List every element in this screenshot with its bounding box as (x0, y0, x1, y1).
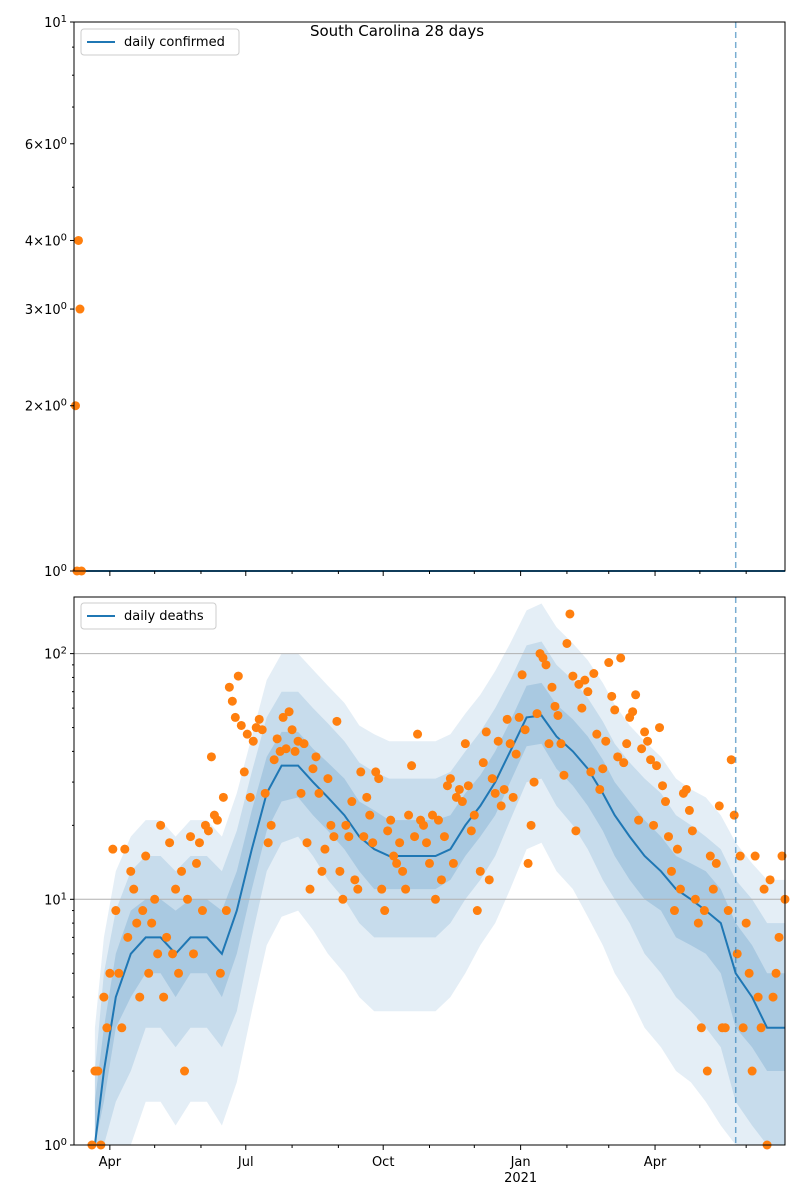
deaths-point (577, 704, 586, 713)
deaths-point (383, 826, 392, 835)
deaths-point (326, 821, 335, 830)
deaths-point (222, 906, 231, 915)
deaths-point (332, 717, 341, 726)
deaths-point (165, 838, 174, 847)
deaths-point (775, 933, 784, 942)
deaths-point (446, 774, 455, 783)
deaths-point (258, 725, 267, 734)
deaths-point (234, 672, 243, 681)
deaths-point (673, 845, 682, 854)
deaths-point (267, 821, 276, 830)
deaths-point (530, 778, 539, 787)
deaths-point (583, 687, 592, 696)
deaths-x-tick-label: Oct (371, 1155, 395, 1170)
deaths-point (580, 676, 589, 685)
deaths-point (631, 690, 640, 699)
deaths-point (219, 793, 228, 802)
deaths-point (685, 806, 694, 815)
deaths-point (135, 993, 144, 1002)
deaths-point (341, 821, 350, 830)
deaths-point (240, 767, 249, 776)
deaths-point (297, 789, 306, 798)
deaths-point (392, 859, 401, 868)
deaths-point (455, 785, 464, 794)
deaths-point (168, 949, 177, 958)
deaths-point (317, 867, 326, 876)
deaths-point (688, 826, 697, 835)
deaths-point (730, 811, 739, 820)
deaths-point (736, 852, 745, 861)
deaths-point (479, 758, 488, 767)
deaths-x-tick-label: Apr (98, 1155, 122, 1170)
deaths-point (565, 609, 574, 618)
deaths-point (676, 885, 685, 894)
deaths-point (473, 906, 482, 915)
deaths-point (467, 826, 476, 835)
deaths-point (500, 785, 509, 794)
confirmed-legend-label: daily confirmed (124, 35, 225, 50)
deaths-point (691, 895, 700, 904)
deaths-point (745, 969, 754, 978)
deaths-point (494, 737, 503, 746)
deaths-point (273, 734, 282, 743)
deaths-point (195, 838, 204, 847)
deaths-point (213, 816, 222, 825)
deaths-legend (81, 603, 216, 629)
deaths-point (123, 933, 132, 942)
deaths-point (440, 832, 449, 841)
deaths-point (150, 895, 159, 904)
deaths-legend-label: daily deaths (124, 609, 204, 624)
deaths-point (189, 949, 198, 958)
deaths-point (216, 969, 225, 978)
deaths-point (425, 859, 434, 868)
deaths-point (485, 875, 494, 884)
deaths-point (198, 906, 207, 915)
confirmed-y-tick-label: $4\times 10^0$ (24, 232, 67, 250)
deaths-x-year-label: 2021 (504, 1171, 538, 1186)
deaths-point (682, 785, 691, 794)
deaths-point (344, 832, 353, 841)
deaths-point (598, 764, 607, 773)
deaths-point (544, 739, 553, 748)
deaths-x-tick-label: Jan (510, 1155, 531, 1170)
deaths-point (697, 1023, 706, 1032)
deaths-point (419, 821, 428, 830)
confirmed-y-tick-label: $10^0$ (44, 563, 67, 580)
deaths-point (159, 993, 168, 1002)
deaths-point (562, 639, 571, 648)
deaths-point (174, 969, 183, 978)
deaths-point (129, 885, 138, 894)
confirmed-y-tick-label: $3\times 10^0$ (24, 301, 67, 319)
deaths-point (700, 906, 709, 915)
deaths-point (102, 1023, 111, 1032)
deaths-point (398, 867, 407, 876)
deaths-point (311, 752, 320, 761)
deaths-point (751, 852, 760, 861)
deaths-point (533, 709, 542, 718)
deaths-point (246, 793, 255, 802)
deaths-point (601, 737, 610, 746)
deaths-point (550, 702, 559, 711)
deaths-point (285, 707, 294, 716)
deaths-point (132, 919, 141, 928)
deaths-point (401, 885, 410, 894)
deaths-point (368, 838, 377, 847)
deaths-point (760, 885, 769, 894)
deaths-point (488, 774, 497, 783)
deaths-point (527, 821, 536, 830)
deaths-point (138, 906, 147, 915)
deaths-point (506, 739, 515, 748)
deaths-point (521, 725, 530, 734)
deaths-point (437, 875, 446, 884)
deaths-point (422, 838, 431, 847)
confirmed-legend (81, 29, 239, 55)
deaths-point (144, 969, 153, 978)
deaths-point (291, 747, 300, 756)
deaths-point (374, 774, 383, 783)
deaths-point (640, 727, 649, 736)
deaths-point (461, 739, 470, 748)
deaths-point (359, 832, 368, 841)
deaths-point (180, 1067, 189, 1076)
deaths-point (712, 859, 721, 868)
deaths-point (739, 1023, 748, 1032)
deaths-point (518, 670, 527, 679)
deaths-point (610, 705, 619, 714)
deaths-point (556, 739, 565, 748)
deaths-point (667, 867, 676, 876)
deaths-point (93, 1067, 102, 1076)
deaths-point (225, 683, 234, 692)
confirmed-plot-area (74, 22, 785, 571)
deaths-point (664, 832, 673, 841)
deaths-point (658, 781, 667, 790)
deaths-point (649, 821, 658, 830)
deaths-point (231, 713, 240, 722)
deaths-point (380, 906, 389, 915)
deaths-point (308, 764, 317, 773)
deaths-point (114, 969, 123, 978)
deaths-point (108, 845, 117, 854)
deaths-point (261, 789, 270, 798)
deaths-point (742, 919, 751, 928)
deaths-point (634, 816, 643, 825)
deaths-point (515, 713, 524, 722)
deaths-point (171, 885, 180, 894)
deaths-point (356, 767, 365, 776)
confirmed-y-tick-label: $6\times 10^0$ (24, 135, 67, 153)
deaths-x-tick-label: Jul (237, 1155, 254, 1170)
deaths-point (365, 811, 374, 820)
deaths-point (329, 832, 338, 841)
deaths-point (754, 993, 763, 1002)
deaths-point (497, 801, 506, 810)
deaths-point (476, 867, 485, 876)
deaths-point (192, 859, 201, 868)
deaths-point (661, 797, 670, 806)
deaths-point (449, 859, 458, 868)
deaths-point (147, 919, 156, 928)
deaths-point (628, 707, 637, 716)
deaths-point (568, 672, 577, 681)
deaths-panel (44, 597, 789, 1186)
deaths-point (353, 885, 362, 894)
deaths-point (724, 906, 733, 915)
deaths-point (553, 711, 562, 720)
deaths-point (120, 845, 129, 854)
deaths-point (509, 793, 518, 802)
deaths-point (769, 993, 778, 1002)
deaths-point (395, 838, 404, 847)
deaths-point (616, 653, 625, 662)
deaths-point (204, 826, 213, 835)
deaths-point (314, 789, 323, 798)
deaths-point (306, 885, 315, 894)
deaths-point (458, 797, 467, 806)
deaths-point (404, 811, 413, 820)
deaths-point (431, 895, 440, 904)
deaths-point (303, 838, 312, 847)
deaths-point (153, 949, 162, 958)
deaths-y-tick-label: $10^2$ (44, 645, 67, 663)
deaths-point (721, 1023, 730, 1032)
deaths-point (559, 771, 568, 780)
deaths-point (338, 895, 347, 904)
deaths-point (619, 758, 628, 767)
deaths-point (249, 737, 258, 746)
deaths-point (637, 744, 646, 753)
deaths-point (715, 801, 724, 810)
deaths-point (706, 852, 715, 861)
deaths-point (243, 730, 252, 739)
deaths-point (757, 1023, 766, 1032)
deaths-point (410, 832, 419, 841)
confirmed-y-tick-label: $10^1$ (44, 14, 67, 31)
deaths-point (177, 867, 186, 876)
deaths-point (377, 885, 386, 894)
deaths-point (320, 845, 329, 854)
deaths-point (207, 752, 216, 761)
deaths-point (228, 697, 237, 706)
deaths-point (703, 1067, 712, 1076)
deaths-point (589, 669, 598, 678)
deaths-point (727, 755, 736, 764)
deaths-point (748, 1067, 757, 1076)
deaths-point (362, 793, 371, 802)
deaths-point (470, 811, 479, 820)
deaths-point (117, 1023, 126, 1032)
chart-title: South Carolina 28 days (309, 22, 485, 40)
deaths-point (264, 838, 273, 847)
deaths-point (655, 723, 664, 732)
deaths-point (347, 797, 356, 806)
deaths-point (350, 875, 359, 884)
deaths-point (482, 727, 491, 736)
deaths-point (413, 730, 422, 739)
deaths-point (622, 739, 631, 748)
deaths-point (604, 658, 613, 667)
deaths-point (586, 767, 595, 776)
deaths-point (542, 660, 551, 669)
deaths-point (694, 919, 703, 928)
deaths-point (491, 789, 500, 798)
deaths-point (111, 906, 120, 915)
deaths-point (766, 875, 775, 884)
deaths-point (464, 781, 473, 790)
deaths-point (407, 761, 416, 770)
deaths-point (571, 826, 580, 835)
deaths-point (709, 885, 718, 894)
deaths-point (670, 906, 679, 915)
deaths-point (300, 739, 309, 748)
deaths-point (186, 832, 195, 841)
deaths-point (237, 721, 246, 730)
deaths-point (323, 774, 332, 783)
deaths-point (99, 993, 108, 1002)
deaths-point (503, 715, 512, 724)
deaths-point (652, 761, 661, 770)
deaths-y-tick-label: $10^1$ (44, 891, 67, 909)
deaths-point (772, 969, 781, 978)
deaths-point (547, 683, 556, 692)
deaths-point (105, 969, 114, 978)
deaths-point (126, 867, 135, 876)
deaths-point (512, 750, 521, 759)
deaths-point (288, 725, 297, 734)
deaths-point (282, 744, 291, 753)
confirmed-y-tick-label: $2\times 10^0$ (24, 397, 67, 415)
confirmed-point (74, 236, 83, 245)
confirmed-point (75, 305, 84, 314)
deaths-point (141, 852, 150, 861)
deaths-point (183, 895, 192, 904)
deaths-point (386, 816, 395, 825)
deaths-point (434, 816, 443, 825)
deaths-point (156, 821, 165, 830)
deaths-point (607, 692, 616, 701)
deaths-point (595, 785, 604, 794)
deaths-point (255, 715, 264, 724)
deaths-point (643, 737, 652, 746)
deaths-x-tick-label: Apr (643, 1155, 667, 1170)
deaths-point (733, 949, 742, 958)
confirmed-panel (25, 14, 785, 580)
deaths-point (592, 730, 601, 739)
deaths-point (270, 755, 279, 764)
deaths-point (335, 867, 344, 876)
deaths-y-tick-label: $10^0$ (44, 1137, 67, 1154)
deaths-point (162, 933, 171, 942)
deaths-point (524, 859, 533, 868)
